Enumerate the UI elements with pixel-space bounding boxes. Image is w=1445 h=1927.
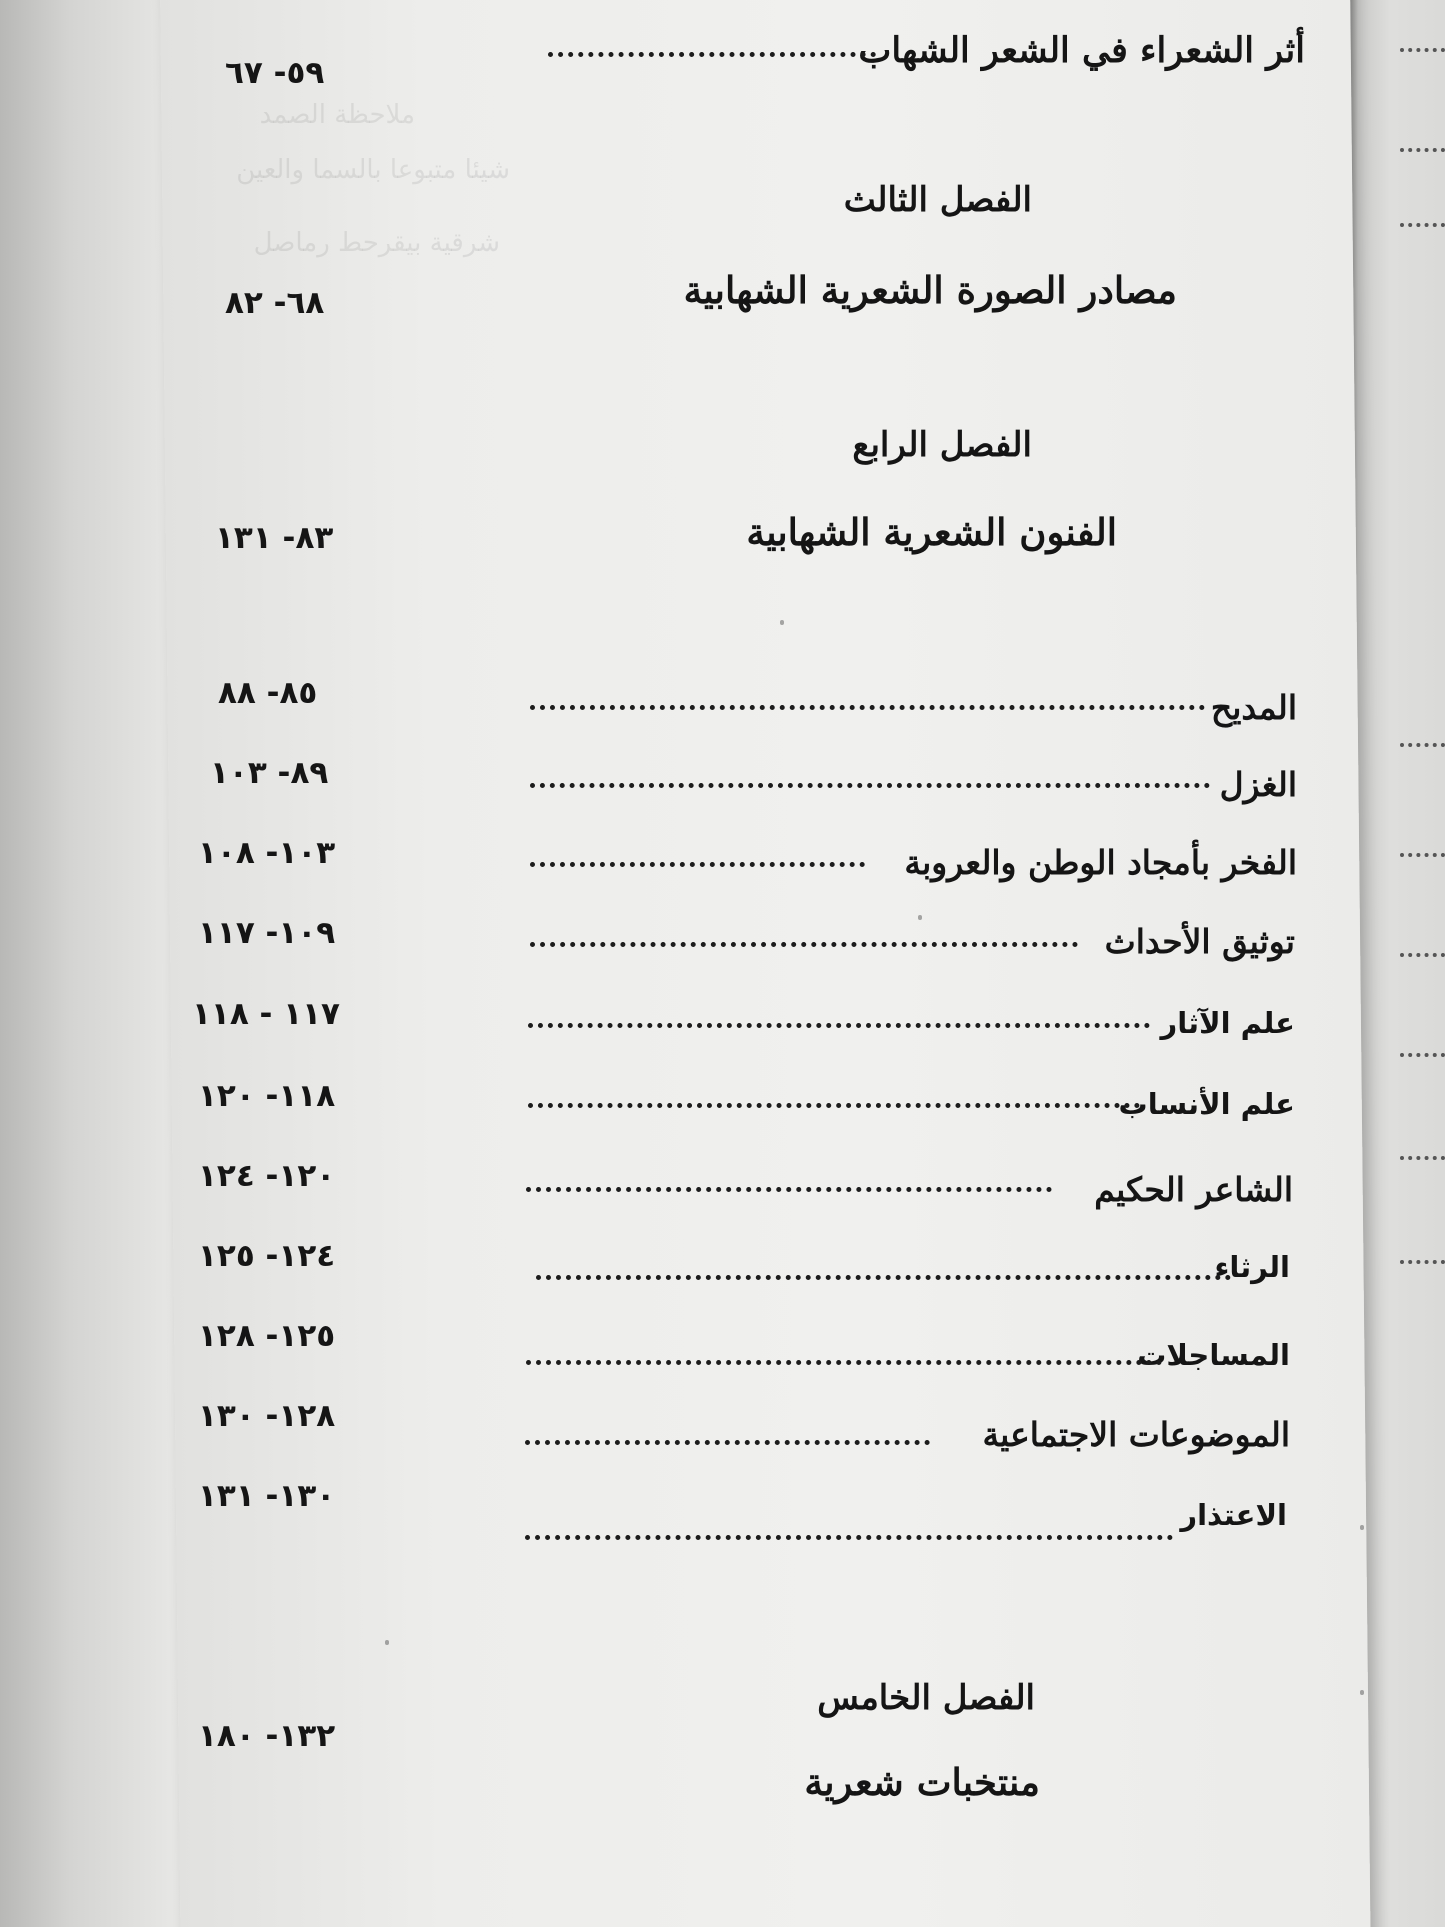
- chapter-4-title: الفنون الشعرية الشهابية: [746, 510, 1117, 554]
- toc-entry-praise: المديح: [1210, 688, 1297, 727]
- page-range: ١٢٥- ١٢٨: [198, 1318, 336, 1354]
- leader-dots: [548, 42, 876, 57]
- adjacent-page-dots: [1400, 945, 1445, 957]
- leader-dots: [536, 1265, 1231, 1280]
- leader-dots: [528, 1093, 1140, 1108]
- page-range: ١١٧ - ١١٨: [192, 996, 340, 1032]
- paper-speck: [918, 915, 922, 920]
- toc-entry-apology: الاعتذار: [1180, 1498, 1287, 1532]
- toc-entry-genealogy: علم الأنساب: [1118, 1087, 1295, 1121]
- chapter-5-title: منتخبات شعرية: [804, 1760, 1040, 1804]
- adjacent-page-dots: [1400, 735, 1445, 747]
- adjacent-page-dots: [1400, 140, 1445, 152]
- chapter-3-heading: الفصل الثالث: [843, 180, 1032, 220]
- page-range: ١٢٠- ١٢٤: [198, 1158, 336, 1194]
- leader-dots: [530, 852, 865, 867]
- adjacent-page-dots: [1400, 1252, 1445, 1264]
- page-range: ٨٥- ٨٨: [218, 675, 318, 711]
- toc-entry-debates: المساجلات: [1137, 1338, 1290, 1372]
- page-range: ١٠٣- ١٠٨: [198, 835, 336, 871]
- paper-speck: [385, 1640, 389, 1645]
- show-through-text: شيئا متبوعا بالسما والعين: [236, 155, 510, 185]
- paper-speck: [780, 620, 784, 625]
- leader-dots: [530, 773, 1210, 788]
- toc-entry-poets-influence: أثر الشعراء في الشعر الشهاب: [858, 30, 1305, 71]
- toc-entry-archaeology: علم الآثار: [1160, 1006, 1295, 1040]
- page-range: ١٠٩- ١١٧: [198, 915, 336, 951]
- page-range: ١٢٤- ١٢٥: [198, 1238, 336, 1274]
- adjacent-page-dots: [1400, 40, 1445, 52]
- toc-entry-pride-homeland: الفخر بأمجاد الوطن والعروبة: [904, 843, 1297, 882]
- adjacent-page-dots: [1400, 845, 1445, 857]
- toc-entry-love-poetry: الغزل: [1219, 765, 1297, 804]
- leader-dots: [525, 1430, 930, 1445]
- adjacent-page-dots: [1400, 1148, 1445, 1160]
- leader-dots: [525, 1525, 1173, 1540]
- paper-speck: [1360, 1690, 1364, 1695]
- chapter-4-heading: الفصل الرابع: [852, 425, 1032, 465]
- chapter-3-title: مصادر الصورة الشعرية الشهابية: [683, 268, 1177, 312]
- leader-dots: [526, 1350, 1162, 1365]
- leader-dots: [530, 695, 1205, 710]
- page-range: ٦٨- ٨٢: [225, 285, 325, 321]
- page-range: ٨٩- ١٠٣: [210, 755, 329, 791]
- page-range: ٨٣- ١٣١: [215, 520, 334, 556]
- page-range: ١١٨- ١٢٠: [198, 1078, 336, 1114]
- page-range: ١٣٢- ١٨٠: [198, 1718, 336, 1754]
- toc-entry-elegy: الرثاء: [1214, 1250, 1290, 1284]
- leader-dots: [526, 1177, 1052, 1192]
- leader-dots: [528, 1013, 1150, 1028]
- adjacent-page-dots: [1400, 1045, 1445, 1057]
- paper-speck: [1360, 1525, 1364, 1530]
- leader-dots: [530, 932, 1078, 947]
- page-range: ٥٩- ٦٧: [225, 55, 325, 91]
- show-through-text: ملاحظة الصمد: [259, 100, 415, 130]
- page-range: ١٢٨- ١٣٠: [198, 1398, 336, 1434]
- page-range: ١٣٠- ١٣١: [198, 1478, 336, 1514]
- adjacent-page-dots: [1400, 215, 1445, 227]
- show-through-text: شرقية بيقرحط رماصل: [253, 228, 500, 258]
- toc-entry-documenting-events: توثيق الأحداث: [1104, 922, 1295, 961]
- chapter-5-heading: الفصل الخامس: [817, 1678, 1035, 1718]
- toc-entry-social-topics: الموضوعات الاجتماعية: [982, 1415, 1290, 1454]
- toc-entry-wise-poet: الشاعر الحكيم: [1094, 1170, 1293, 1209]
